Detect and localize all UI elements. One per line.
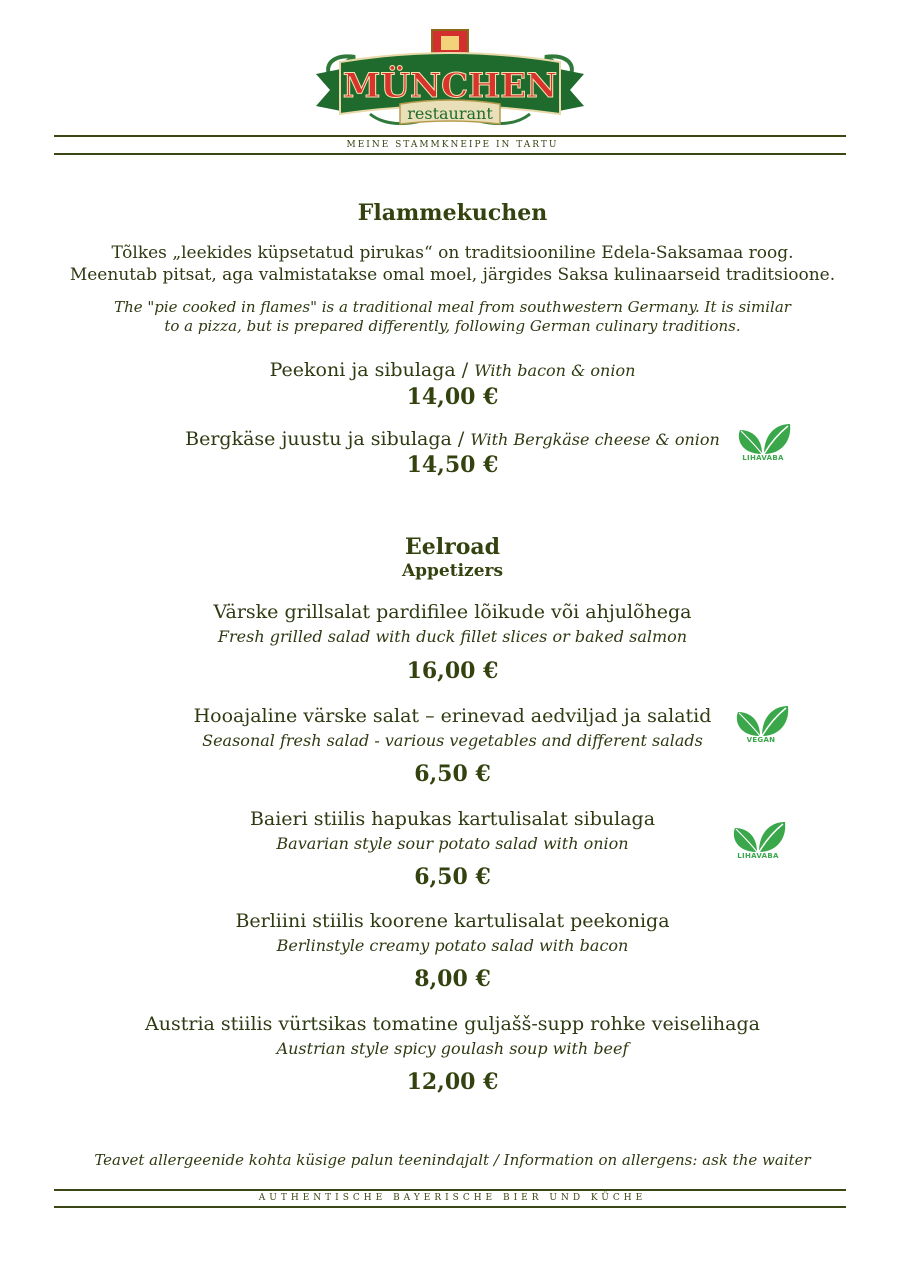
item-name-et: Baieri stiilis hapukas kartulisalat sibulaga (249, 808, 656, 830)
header-tagline: MEINE STAMMKNEIPE IN TARTU (346, 140, 559, 150)
header-rule-top (54, 135, 846, 137)
flammekuchen-desc-en-2: to a pizza, but is prepared differently, following German culinary traditions. (164, 317, 741, 335)
item-name-et: Hooajaline värske salat – erinevad aedviljad ja salatid (193, 705, 712, 727)
item-price: 6,50 € (414, 864, 491, 890)
leaf-icon (734, 420, 792, 456)
logo-name: MÜNCHEN (342, 66, 558, 106)
item-price: 8,00 € (414, 966, 491, 992)
badge-label: VEGAN (746, 736, 776, 744)
item-name-en: Bavarian style sour potato salad with onion (276, 834, 629, 853)
item-name-et: Austria stiilis vürtsikas tomatine guljašš-supp rohke veiselihaga (145, 1013, 760, 1035)
item-name-et: Berliini stiilis koorene kartulisalat peekoniga (235, 910, 670, 932)
flammekuchen-desc-et-2: Meenutab pitsat, aga valmistatakse omal moel, järgides Saksa kulinaarseid traditsioone. (69, 265, 836, 285)
item-name-et: Peekoni ja sibulaga (269, 359, 456, 381)
item-name-en: With bacon & onion (474, 361, 636, 380)
logo-graphic (310, 22, 590, 134)
item-price: 6,50 € (414, 761, 491, 787)
footer-rule-top (54, 1189, 846, 1191)
header-rule-bottom (54, 153, 846, 155)
item-separator: / (451, 428, 471, 450)
flammekuchen-title: Flammekuchen (357, 200, 548, 226)
badge-label: LIHAVABA (742, 454, 784, 462)
item-price: 12,00 € (406, 1069, 499, 1095)
restaurant-logo (310, 22, 590, 134)
logo-sub: restaurant (407, 104, 493, 123)
footer-tagline: AUTHENTISCHE BAYERISCHE BIER UND KÜCHE (258, 1193, 647, 1203)
flammekuchen-desc-et-1: Tõlkes „leekides küpsetatud pirukas“ on traditsiooniline Edela-Saksamaa roog. (111, 243, 794, 263)
item-name-en: Seasonal fresh salad - various vegetables and different salads (202, 731, 703, 750)
badge-label: LIHAVABA (737, 852, 779, 860)
leaf-badge (731, 702, 791, 748)
item-price: 16,00 € (406, 658, 499, 684)
item-name-en: With Bergkäse cheese & onion (470, 430, 720, 449)
allergen-note: Teavet allergeenide kohta küsige palun teenindajalt / Information on allergens: ask the waiter (94, 1151, 811, 1169)
leaf-icon (732, 702, 790, 738)
item-separator: / (455, 359, 475, 381)
item-price: 14,50 € (406, 452, 499, 478)
appetizers-title: Eelroad (404, 534, 501, 560)
leaf-badge (728, 818, 788, 864)
item-name-et: Värske grillsalat pardifilee lõikude või ahjulõhega (213, 601, 692, 623)
flammekuchen-desc-en-1: The "pie cooked in flames" is a traditional meal from southwestern Germany. It is similar (114, 298, 791, 316)
item-name-en: Berlinstyle creamy potato salad with bacon (276, 936, 629, 955)
menu-item (0, 359, 905, 381)
leaf-icon (729, 818, 787, 854)
leaf-badge (733, 420, 793, 466)
footer-rule-bottom (54, 1206, 846, 1208)
item-name-en: Fresh grilled salad with duck fillet slices or baked salmon (217, 627, 688, 646)
item-name-et: Bergkäse juustu ja sibulaga (185, 428, 452, 450)
item-price: 14,00 € (406, 384, 499, 410)
item-name-en: Austrian style spicy goulash soup with beef (276, 1039, 629, 1058)
appetizers-subtitle: Appetizers (401, 561, 504, 581)
